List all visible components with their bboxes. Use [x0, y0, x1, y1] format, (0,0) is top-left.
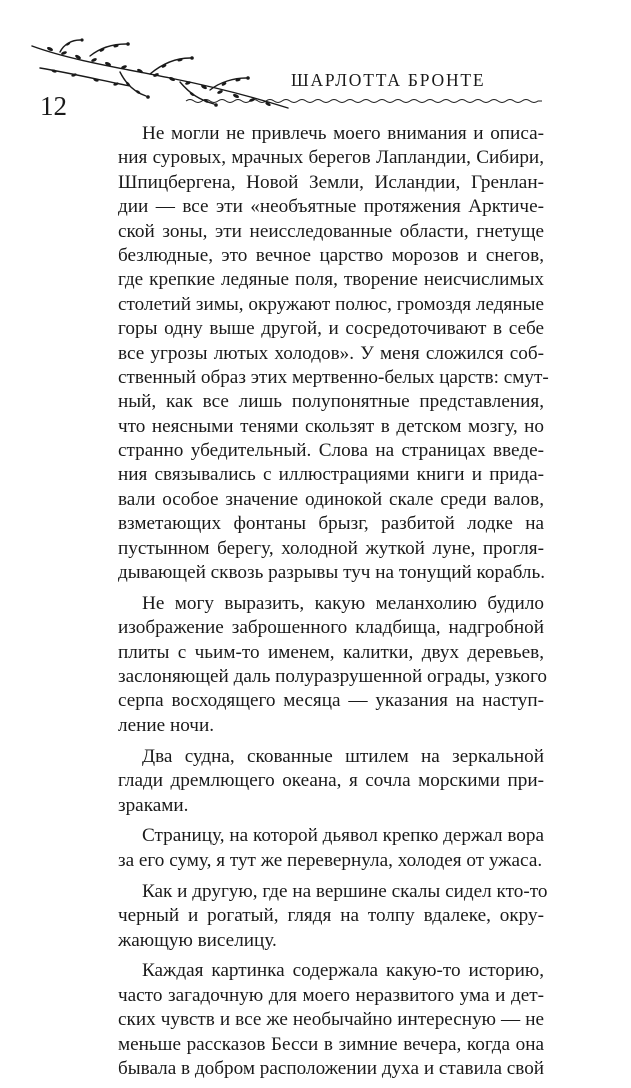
text-line: изображение заброшенного кладбища, надгробной: [118, 617, 544, 639]
paragraph: [118, 592, 547, 738]
text-line: вали особое значение одинокой скале среди валов,: [118, 488, 544, 510]
text-line: где крепкие ледяные поля, творение неисчислимых: [118, 269, 544, 291]
text-line: ния связывались с иллюстрациями книги и прида-: [118, 464, 544, 486]
text-line: Шпицбергена, Новой Земли, Исландии, Гренлан-: [118, 171, 544, 193]
text-line: глади дремлющего океана, я сочла морскими при-: [118, 770, 544, 792]
paragraph: [118, 122, 549, 585]
page-number: 12: [40, 91, 67, 121]
text-line: заслоняющей даль полуразрушенной ограды, узкого: [118, 666, 547, 688]
text-line: черный и рогатый, глядя на толпу вдалеке, окру-: [118, 905, 544, 927]
text-line: ния суровых, мрачных берегов Лапландии, Сибири,: [118, 147, 544, 169]
text-line: часто загадочную для моего неразвитого ума и дет-: [118, 984, 544, 1006]
text-line: Два судна, скованные штилем на зеркальной: [142, 745, 544, 767]
text-line: безлюдные, это вечное царство морозов и снегов,: [118, 244, 544, 266]
text-line: меньше рассказов Бесси в зимние вечера, когда она: [118, 1033, 544, 1055]
text-line: взметающих фонтаны брызг, разбитой лодке на: [118, 513, 544, 535]
body-text: [118, 122, 549, 1088]
text-line: плиты с чьим-то именем, калитки, двух деревьев,: [118, 641, 544, 663]
paragraph: [118, 959, 544, 1081]
paragraph: [118, 745, 544, 818]
text-line: ственный образ этих мертвенно-белых царств: смут-: [118, 366, 549, 388]
text-line: зраками.: [118, 794, 189, 816]
text-line: Страницу, на которой дьявол крепко держал вора: [142, 825, 544, 847]
text-line: все угрозы лютых холодов». У меня сложился соб-: [118, 342, 544, 364]
text-line: столетий зимы, окружают полюс, громоздя ледяные: [118, 293, 544, 315]
text-line: Не могу выразить, какую меланхолию будило: [142, 592, 544, 614]
text-line: жающую виселицу.: [118, 929, 277, 951]
text-line: ских чувств и все же необычайно интересную — не: [118, 1009, 544, 1031]
text-line: дывающей сквозь разрывы туч на тонущий корабль.: [118, 562, 545, 584]
floral-branch-icon: [30, 38, 290, 121]
text-line: серпа восходящего месяца — указания на наступ-: [118, 690, 544, 712]
text-line: за его суму, я тут же перевернула, холодея от ужаса.: [118, 849, 543, 871]
text-line: странно убедительный. Слова на страницах введе-: [118, 440, 544, 462]
text-line: ный, как все лишь полупонятные представления,: [118, 391, 544, 413]
header-rule: [186, 98, 542, 104]
text-line: что неясными тенями скользят в детском мозгу, но: [118, 415, 544, 437]
running-title: ШАРЛОТТА БРОНТЕ: [291, 70, 486, 90]
text-line: Каждая картинка содержала какую-то историю,: [142, 960, 544, 982]
text-line: Как и другую, где на вершине скалы сидел кто-то: [142, 880, 548, 902]
text-line: ской зоны, эти неисследованные области, гнетуще: [118, 220, 544, 242]
text-line: ление ночи.: [118, 714, 215, 736]
text-line: Не могли не привлечь моего внимания и описа-: [142, 123, 544, 144]
text-line: горы одну выше другой, и сосредоточивают в себе: [118, 318, 544, 340]
paragraph: [118, 824, 544, 873]
text-line: дии — все эти «необъятные протяжения Арктиче-: [118, 196, 544, 218]
text-line: пустынном берегу, холодной жуткой луне, прогля-: [118, 537, 544, 559]
text-line: бывала в добром расположении духа и ставила свой: [118, 1057, 545, 1079]
paragraph: [118, 880, 548, 953]
